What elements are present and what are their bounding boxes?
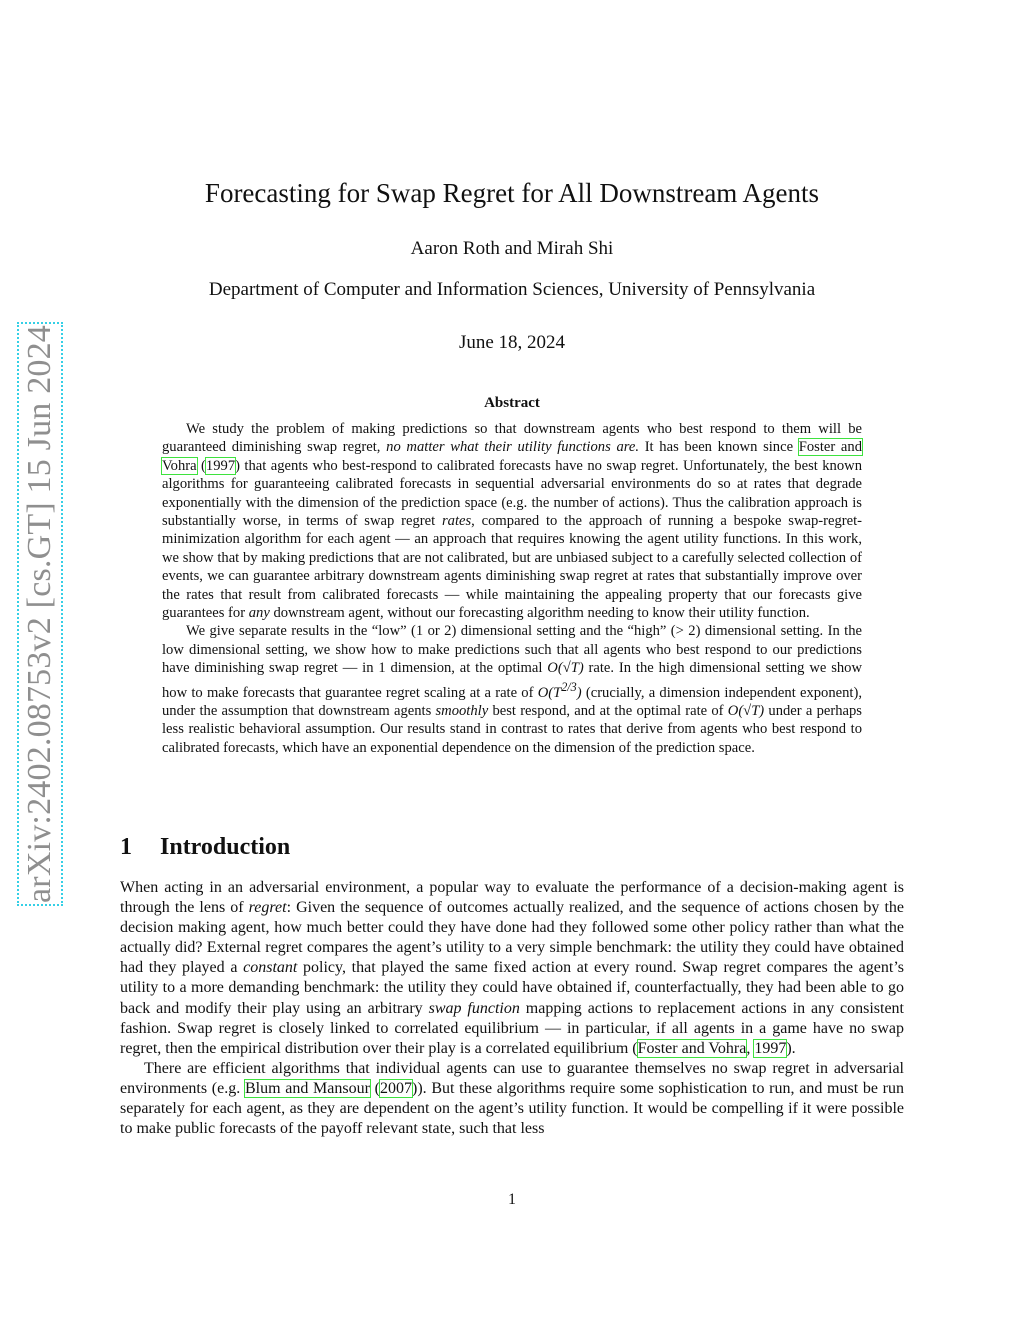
citation-link-1997[interactable]: 1997 (754, 1039, 787, 1057)
paper-title: Forecasting for Swap Regret for All Downstream Agents (204, 178, 820, 208)
text-run: ) that agents who best-respond to calibrated forecasts have no swap regret. Unfortunately, the best known algorithms for guaranteeing calibrated forecasts in sequential adversarial environments do so at rates that degrade exponentially with the dimension of the prediction space (e.g. the number of actions). Thus the calibration approach is substantially worse, in terms of swap regret (162, 457, 862, 530)
citation-link-foster-vohra[interactable]: Foster and Vohra (162, 439, 862, 474)
abstract-paragraph-2 (162, 622, 862, 757)
text-run: under a perhaps less realistic behavioral assumption. Our results stand in contrast to rates that derive from agents who best respond to calibrated forecasts, which have an exponential dependence on the dimension of the prediction space. (162, 702, 862, 756)
paper-authors: Aaron Roth and Mirah Shi (410, 238, 614, 259)
emphasis: rates (441, 513, 472, 530)
math-expression: O(√T) (547, 660, 584, 677)
text-run: rate. In the high dimensional setting we show how to make forecasts that guarantee regret scaling at a rate of (162, 660, 863, 701)
text-run: There are efficient algorithms that individual agents can use to guarantee themselves no swap regret in adversarial environments (e.g. (120, 1059, 904, 1097)
math-base: O(T (537, 684, 562, 701)
emphasis: no matter what their utility functions are. (386, 439, 640, 456)
math-exponent: 2/3 (561, 679, 577, 694)
text-run: (crucially, a dimension independent exponent), under the assumption that downstream agents (162, 684, 862, 719)
citation-link-foster-vohra[interactable]: Foster and Vohra (637, 1039, 747, 1057)
abstract-paragraph-1 (162, 420, 862, 622)
paper-date: June 18, 2024 (458, 332, 566, 353)
math-expression (537, 679, 582, 701)
emphasis: swap function (428, 999, 520, 1017)
emphasis: any (248, 605, 270, 622)
text-run: , compared to the approach of running a bespoke swap-regret-minimization algorithm for each agent — an approach that requires knowing the agent utility functions. In this work, we show that by making predictions that are not calibrated, but are unbiased subject to a carefully selected collection of events, we can guarantee arbitrary downstream agents diminishing swap regret at rates that substantially improve over the rates that result from calibrated forecasts — while maintaining the appealing property that our forecasts give guarantees for (162, 513, 862, 622)
text-run: ). (786, 1039, 796, 1057)
text-run: policy, that played the same fixed action at every round. Swap regret compares the agent’s utility to a more demanding benchmark: the utility they could have obtained if, counterfactually, they had been able to go back and modify their play using an arbitrary (120, 959, 905, 1017)
emphasis: constant (243, 959, 298, 977)
text-run: downstream agent, without our forecasting algorithm needing to know their utility function. (269, 605, 810, 622)
abstract-heading: Abstract (484, 395, 540, 411)
citation-link-blum-mansour[interactable]: Blum and Mansour (244, 1079, 370, 1097)
text-run: , (746, 1039, 755, 1057)
abstract-body (162, 420, 862, 757)
text-run: mapping actions to replacement actions in any consistent fashion. Swap regret is closely linked to correlated equilibrium — in particular, if all agents in a game have no swap regret, then the empirical distribution over their play is a correlated equilibrium ( (120, 999, 904, 1057)
introduction-body (120, 878, 904, 1139)
text-run: We give separate results in the “low” (1 or 2) dimensional setting and the “high” (> 2) dimensional setting. In the low dimensional setting, we show how to make predictions such that all agents who best respond to our predictions have diminishing swap regret — in 1 dimension, at the optimal (162, 623, 862, 677)
page-number: 1 (508, 1191, 516, 1208)
section-title: Introduction (160, 834, 291, 860)
text-run: When acting in an adversarial environment, a popular way to evaluate the performance of a decision-making agent is through the lens of (120, 879, 904, 917)
emphasis: smoothly (435, 702, 489, 719)
text-run: We study the problem of making predictions so that downstream agents who best respond to them will be guaranteed diminishing swap regret, (162, 421, 862, 456)
text-run: ( (369, 1079, 380, 1097)
text-run: ( (196, 457, 206, 474)
text-run: It has been known since (639, 439, 799, 456)
text-run: best respond, and at the optimal rate of (488, 702, 728, 719)
emphasis: regret (248, 899, 287, 917)
citation-link-2007[interactable]: 2007 (379, 1079, 412, 1097)
citation-link-1997[interactable]: 1997 (205, 457, 236, 474)
section-heading-introduction (120, 834, 290, 861)
section-number: 1 (120, 834, 132, 860)
body-paragraph-1 (120, 878, 904, 1059)
paper-affiliation: Department of Computer and Information Sciences, University of Pennsylvania (208, 279, 816, 300)
body-paragraph-2 (120, 1059, 904, 1139)
text-run: )). But these algorithms require some sophistication to run, and must be run separately for each agent, as they are dependent on the agent’s utility function. It would be compelling if it were possible to make public forecasts of the payoff relevant state, such that less (120, 1079, 905, 1138)
math-close: ) (576, 684, 582, 701)
text-run: : Given the sequence of outcomes actually realized, and the sequence of actions chosen by the decision making agent, how much better could they have done had they followed some other policy rather than what the actually did? External regret compares the agent’s utility to a very simple benchmark: the utility they could have obtained had they played a (120, 899, 905, 977)
arxiv-identifier[interactable]: arXiv:2402.08753v2 [cs.GT] 15 Jun 2024 (21, 325, 58, 903)
math-expression: O(√T) (727, 702, 765, 719)
